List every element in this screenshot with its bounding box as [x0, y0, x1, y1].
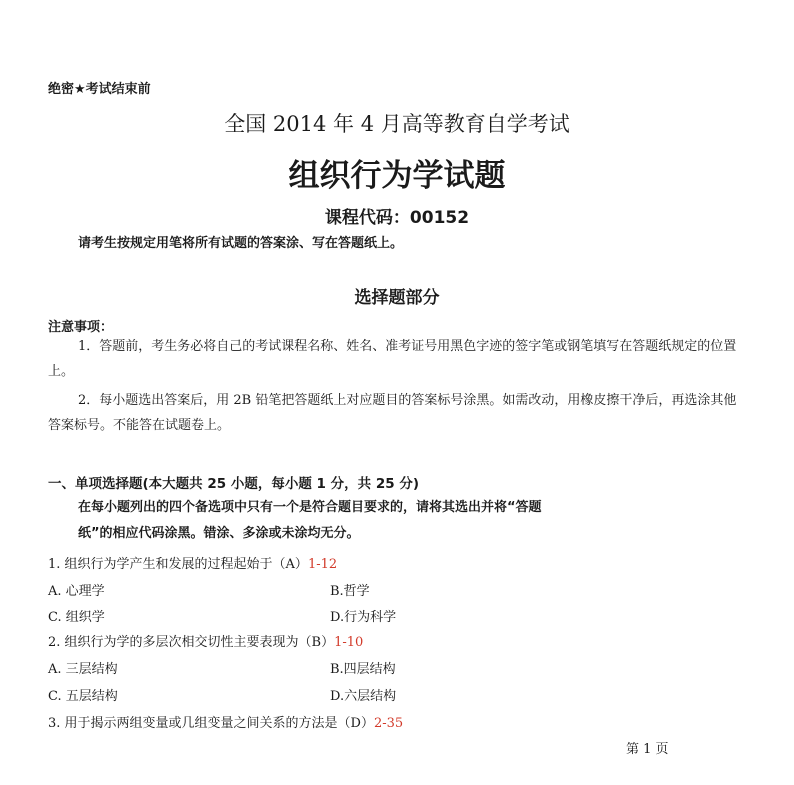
option-a: A. 三层结构	[48, 662, 118, 677]
note-text: 1．答题前，考生务必将自己的考试课程名称、姓名、准考证号用黑色字迹的签字笔或钢笔填写在答题纸规定的位置上。	[48, 339, 737, 379]
option-d: D.行为科学	[330, 610, 397, 625]
question-reference: 1-12	[307, 557, 338, 572]
option-b: B.四层结构	[330, 662, 396, 677]
question-reference: 1-10	[334, 635, 364, 650]
question-2	[48, 631, 363, 650]
question-3	[48, 712, 403, 731]
option-b: B.哲学	[330, 584, 370, 599]
course-code: 课程代码：00152	[324, 208, 470, 228]
question-text: 3. 用于揭示两组变量或几组变量之间关系的方法是（D）	[48, 716, 374, 731]
option-c: C. 五层结构	[48, 689, 118, 704]
note-text: 2．每小题选出答案后，用 2B 铅笔把答题纸上对应题目的答案标号涂黑。如需改动，用橡皮擦干净后，再选涂其他答案标号。不能答在试题卷上。	[48, 393, 737, 433]
option-d: D.六层结构	[330, 689, 397, 704]
question-text: 1. 组织行为学产生和发展的过程起始于（A）	[48, 557, 308, 572]
exam-title: 全国 2014 年 4 月高等教育自学考试	[224, 112, 570, 136]
section-heading: 选择题部分	[354, 288, 440, 308]
notes-label: 注意事项：	[48, 320, 114, 335]
option-a: A. 心理学	[48, 584, 105, 599]
page-number: 第 1 页	[626, 742, 669, 757]
confidential-label: 绝密★考试结束前	[48, 82, 151, 97]
question-1	[48, 553, 337, 572]
mc-instruction-line: 纸”的相应代码涂黑。错涂、多涂或未涂均无分。	[78, 526, 360, 541]
mc-instruction-line: 在每小题列出的四个备选项中只有一个是符合题目要求的，请将其选出并将“答题	[78, 500, 542, 515]
note-item	[48, 334, 748, 384]
question-reference: 2-35	[373, 716, 404, 731]
subject-title: 组织行为学试题	[288, 158, 506, 194]
question-text: 2. 组织行为学的多层次相交切性主要表现为（B）	[48, 635, 335, 650]
mc-section-heading: 一、单项选择题(本大题共 25 小题，每小题 1 分，共 25 分)	[48, 476, 420, 492]
option-c: C. 组织学	[48, 610, 105, 625]
answer-instruction: 请考生按规定用笔将所有试题的答案涂、写在答题纸上。	[78, 236, 404, 251]
note-item	[48, 388, 748, 438]
